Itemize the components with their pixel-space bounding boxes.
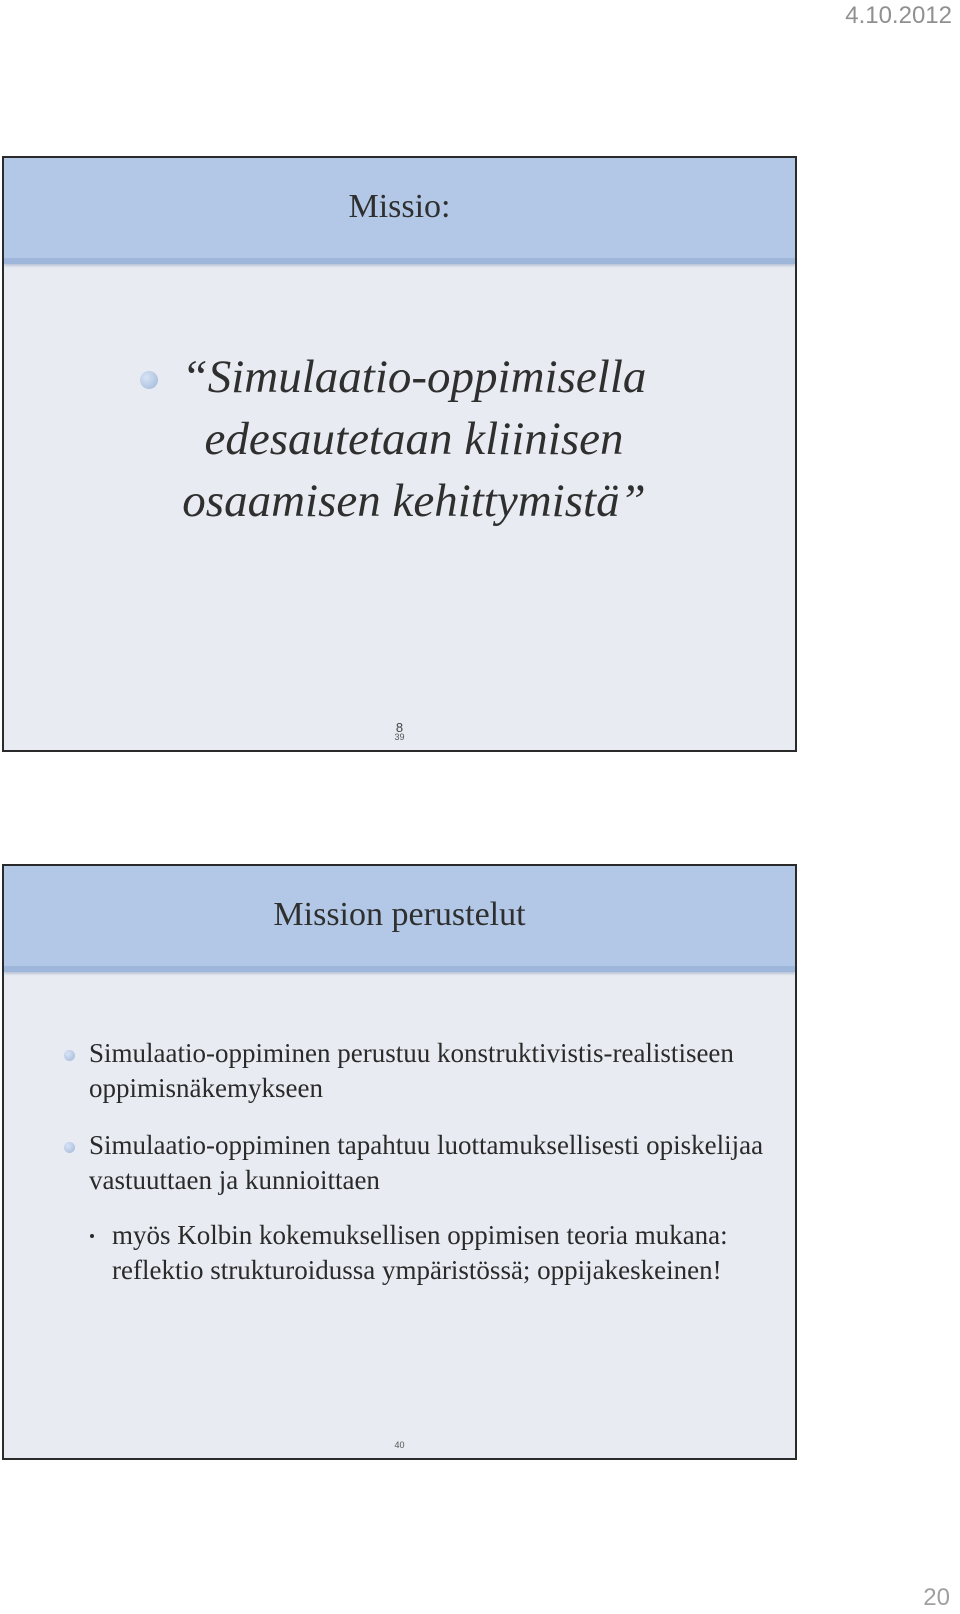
slide-title: Mission perustelut	[273, 896, 526, 933]
list-item	[64, 1036, 764, 1106]
sub-list-item-text: myös Kolbin kokemuksellisen oppimisen teoria mukana: reflektio strukturoidussa ympäristössä; oppijakeskeinen!	[112, 1220, 728, 1285]
bullet-icon	[64, 1142, 75, 1153]
slide-title: Missio:	[348, 188, 451, 225]
list-item-text: Simulaatio-oppiminen tapahtuu luottamuksellisesti opiskelijaa vastuuttaen ja kunnioittaen	[89, 1130, 764, 1195]
page-number: 20	[923, 1584, 950, 1611]
slide-number	[4, 1440, 795, 1450]
slide-number	[4, 720, 795, 742]
slide-number-overlay: 8	[395, 720, 404, 735]
slide-missio	[2, 156, 797, 752]
list-item-text: Simulaatio-oppiminen perustuu konstruktivistis-realistiseen oppimisnäkemykseen	[89, 1038, 734, 1103]
list-item	[64, 1128, 764, 1198]
mission-quote: “Simulaatio-oppimisella edesautetaan kliinisen osaamisen kehittymistä”	[181, 351, 647, 527]
slide-mission-perustelut	[2, 864, 797, 1460]
bullet-icon	[64, 1050, 75, 1061]
bullet-list	[64, 1036, 764, 1288]
slide-number-value: 39	[394, 732, 405, 742]
header-date: 4.10.2012	[845, 2, 952, 29]
sub-bullet-icon	[90, 1234, 94, 1238]
sub-list-item	[64, 1218, 764, 1288]
slide-number-value: 40	[394, 1440, 405, 1450]
